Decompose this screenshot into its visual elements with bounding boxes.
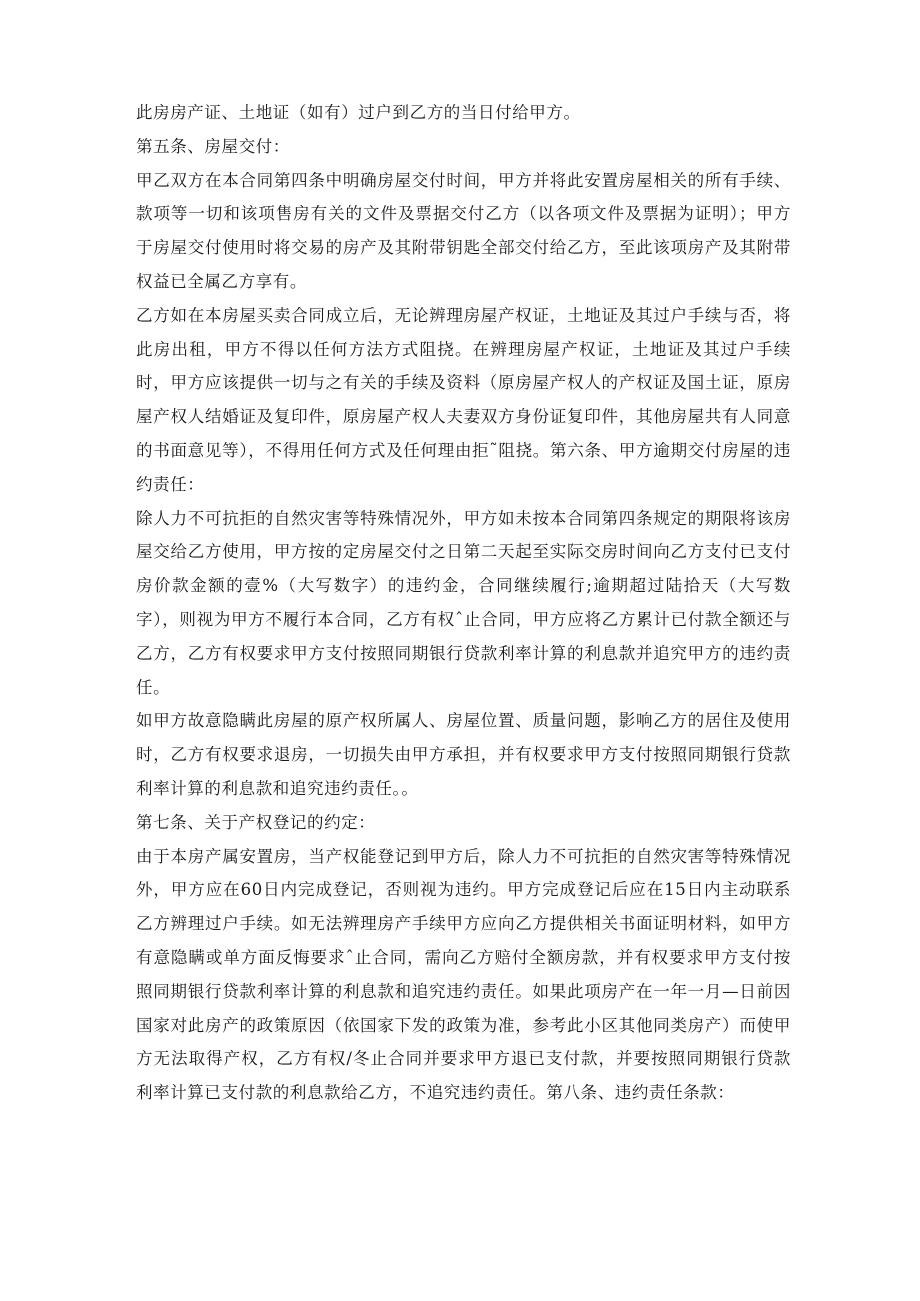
heading-article-5: 第五条、房屋交付： — [136, 136, 290, 156]
paragraph-payment-clause-tail: 此房房产证、土地证（如有）过户到乙方的当日付给甲方。 — [136, 103, 581, 122]
paragraph-article-6-penalty: 除人力不可抗拒的自然灾害等特殊情况外，甲方如未按本合同第四条规定的期限将该房屋交给乙方使用，甲方按的定房屋交付之日第二天起至实际交房时间向乙方支付已支付房价款金额的壹%（大写数字）的违约金，合同继续履行;逾期超过陆拾天（大写数字），则视为甲方不履行本合同，乙方有权ˆ止合同，甲方应将乙方累计已付款全额还与乙方，乙方有权要求甲方支付按照同期银行贷款利率计算的利息款并追究甲方的违约责任。 — [136, 508, 791, 697]
contract-body — [136, 96, 791, 1110]
paragraph-article-5-delivery: 甲乙双方在本合同第四条中明确房屋交付时间，甲方并将此安置房屋相关的所有手续、款项等一切和该项售房有关的文件及票据交付乙方（以各项文件及票据为证明）；甲方于房屋交付使用时将交易的房产及其附带钥匙全部交付给乙方，至此该项房产及其附带权益已全属乙方享有。 — [136, 170, 791, 291]
paragraph-article-6-concealment: 如甲方故意隐瞒此房屋的原产权所属人、房屋位置、质量问题，影响乙方的居住及使用时，乙方有权要求退房，一切损失由甲方承担，并有权要求甲方支付按照同期银行贷款利率计算的利息款和追究违约责任。。 — [136, 711, 791, 798]
paragraph-article-7-registration: 由于本房产属安置房，当产权能登记到甲方后，除人力不可抗拒的自然灾害等特殊情况外，甲方应在60日内完成登记，否则视为违约。甲方完成登记后应在15日内主动联系乙方辨理过户手续。如无法辨理房产手续甲方应向乙方提供相关书面证明材料，如甲方有意隐瞒或单方面反悔要求ˆ止合同，需向乙方赔付全额房款，并有权要求甲方支付按照同期银行贷款利率计算的利息款和追究违约责任。如果此项房产在一年一月—日前因国家对此房产的政策原因（依国家下发的政策为准，参考此小区其他同类房产）而使甲方无法取得产权，乙方有权/冬止合同并要求甲方退已支付款，并要按照同期银行贷款利率计算已支付款的利息款给乙方，不追究违约责任。第八条、违约责任条款： — [136, 846, 791, 1103]
heading-article-7: 第七条、关于产权登记的约定： — [136, 812, 376, 832]
paragraph-article-5-lease: 乙方如在本房屋买卖合同成立后，无论辨理房屋产权证，土地证及其过户手续与否，将此房出租，甲方不得以任何方法方式阻挠。在辨理房屋产权证，土地证及其过户手续时，甲方应该提供一切与之有关的手续及资料（原房屋产权人的产权证及国土证，原房屋产权人结婚证及复印件，原房屋产权人夫妻双方身份证复印件，其他房屋共有人同意的书面意见等），不得用任何方式及任何理由拒˜阻挠。第六条、甲方逾期交付房屋的违约责任： — [136, 305, 791, 494]
